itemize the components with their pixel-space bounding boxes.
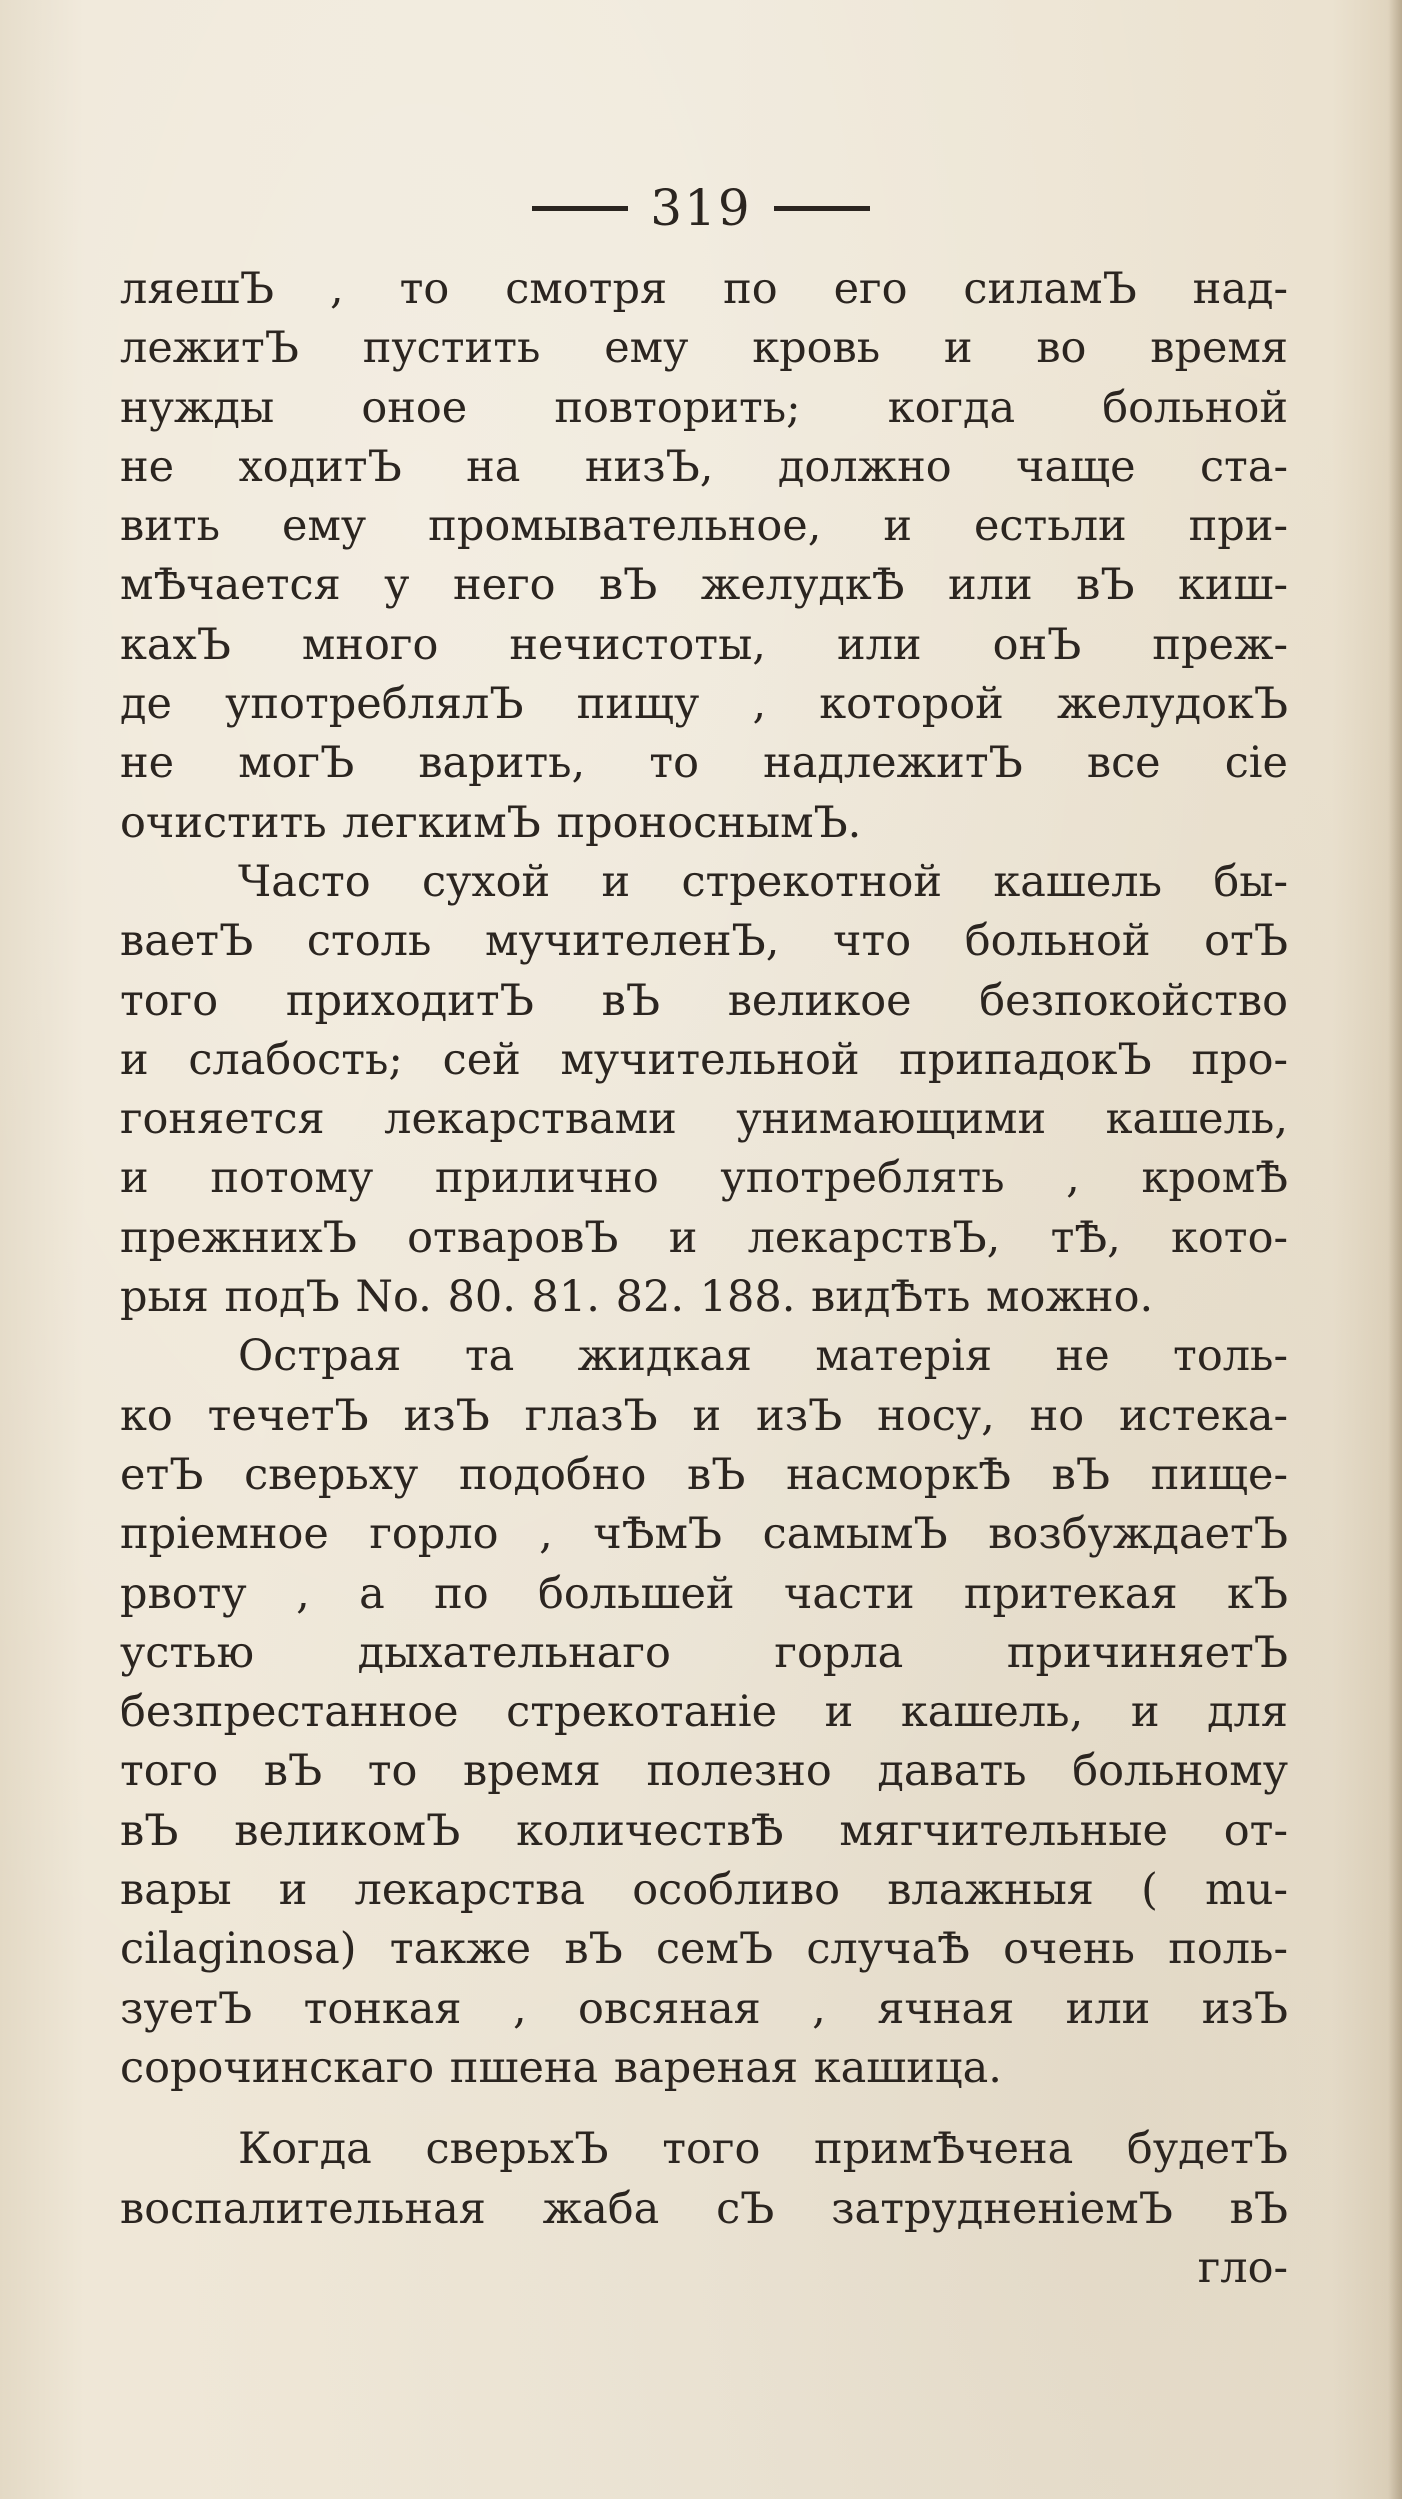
text-line: кахЪ много нечистоты, или онЪ преж- [120,619,1288,670]
text-line: и потому прилично употреблять , кромѢ [120,1153,1288,1204]
page-number: 319 [650,179,752,237]
text-line: и слабость; сей мучительной припадокЪ про- [120,1034,1288,1085]
text-line: де употреблялЪ пищу , которой желудокЪ [120,679,1288,730]
text-line: вЪ великомЪ количествѢ мягчительные от- [120,1805,1288,1856]
text-line: того вЪ то время полезно давать больному [120,1746,1288,1797]
text-line: не ходитЪ на низЪ, должно чаще ста- [120,441,1288,492]
text-line: воспалительная жаба сЪ затрудненіемЪ вЪ [120,2183,1288,2234]
text-line: ляешЪ , то смотря по его силамЪ над- [120,264,1288,314]
text-line: того приходитЪ вЪ великое безпокойство [120,975,1288,1026]
catchword: гло- [1197,2242,1288,2293]
text-line: сорочинскаго пшена вареная кашица. [120,2042,1002,2093]
text-line: прежнихЪ отваровЪ и лекарствЪ, тѢ, кото- [120,1212,1288,1263]
text-line: зуетЪ тонкая , овсяная , ячная или изЪ [120,1983,1288,2034]
text-line: безпрестанное стрекотаніе и кашель, и для [120,1687,1288,1738]
text-line: вить ему промывательное, и естьли при- [120,501,1288,552]
paragraph-start-line: Когда сверьхЪ того примѢчена будетЪ [238,2124,1288,2175]
text-line: очистить легкимЪ проноснымЪ. [120,797,862,848]
text-line: лежитЪ пустить ему кровь и во время [120,323,1288,374]
page-header [0,168,1402,248]
text-line: не могЪ варить, то надлежитЪ все сіе [120,738,1288,789]
text-line: вары и лекарства особливо влажныя ( mu- [120,1865,1288,1916]
text-line: рвоту , а по большей части притекая кЪ [120,1568,1288,1619]
text-line: мѢчается у него вЪ желудкѢ или вЪ киш- [120,560,1288,611]
body-text [120,260,1288,2298]
page-edge-shadow [1388,0,1402,2499]
text-line: етЪ сверьху подобно вЪ насморкѢ вЪ пище- [120,1449,1288,1500]
paragraph-start-line: Острая та жидкая матерія не толь- [238,1331,1288,1382]
text-line: гоняется лекарствами унимающими кашель, [120,1094,1288,1145]
text-line: устью дыхательнаго горла причиняетЪ [120,1627,1288,1678]
header-dash-right [774,206,870,211]
text-line: пріемное горло , чѢмЪ самымЪ возбуждаетЪ [120,1509,1288,1560]
text-line: рыя подЪ No. 80. 81. 82. 188. видѢть можно. [120,1272,1154,1323]
header-dash-left [532,206,628,211]
text-line: нужды оное повторить; когда больной [120,382,1288,433]
text-line: ко течетЪ изЪ глазЪ и изЪ носу, но истека- [120,1390,1288,1441]
paragraph-start-line: Часто сухой и стрекотной кашель бы- [238,856,1288,907]
text-line: cilaginosa) также вЪ семЪ случаѢ очень поль- [120,1924,1288,1975]
text-line: ваетЪ столь мучителенЪ, что больной отЪ [120,916,1288,967]
